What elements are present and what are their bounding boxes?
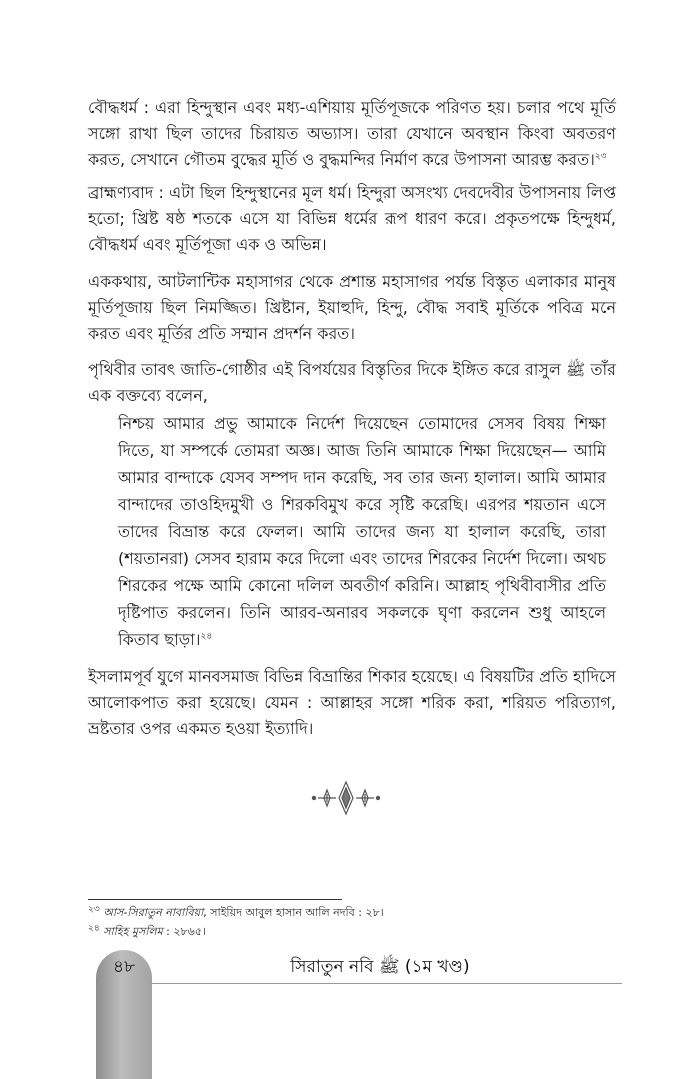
paragraph-buddhism: বৌদ্ধধর্ম : এরা হিন্দুস্থান এবং মধ্য-এশিয়ায় মূর্তিপূজকে পরিণত হয়। চলার পথে মূর্তি সঙ্গো রাখা ছিল তাদের চিরায়ত অভ্যাস। তারা যেখানে অবস্থান কিংবা অবতরণ করত, সেখানে গৌতম বুদ্ধের মূর্তি ও বুদ্ধমন্দির নির্মাণ করে উপাসনা আরম্ভ করত।$^{২৩}$ — [88, 98, 616, 169]
hadith-quote: নিশ্চয় আমার প্রভু আমাকে নির্দেশ দিয়েছেন তোমাদের সেসব বিষয় শিক্ষা দিতে, যা সম্পর্কে তোমরা অজ্ঞ। আজ তিনি আমাকে শিক্ষা দিয়েছেন— আমি আমার বান্দাকে যেসব সম্পদ দান করেছি, সব তার জন্য হালাল। আমি আমার বান্দাদের তাওহিদমুখী ও শিরকবিমুখ করে সৃষ্টি করেছি। এরপর শয়তান এসে তাদের বিভ্রান্ত করে ফেলল। আমি তাদের জন্য যা হালাল করেছি, তারা (শয়তানরা) সেসব হারাম করে দিলো এবং তাদের শিরকের নির্দেশ দিলো। অথচ শিরকের পক্ষে আমি কোনো দলিল অবতীর্ণ করিনি। আল্লাহ পৃথিবীবাসীর প্রতি দৃষ্টিপাত করলেন। তিনি আরব-অনারব সকলকে ঘৃণা করলেন শুধু আহলে কিতাব ছাড়া।$^{২৪}$ — [118, 414, 606, 649]
footer-rule — [152, 983, 622, 984]
paragraph-brahmanism: ব্রাহ্মণ্যবাদ : এটা ছিল হিন্দুস্থানের মূল ধর্ম। হিন্দুরা অসংখ্য দেবদেবীর উপাসনায় লিপ্ত হতো; খ্রিষ্ট ষষ্ঠ শতকে এসে যা বিভিন্ন ধর্মের রূপ ধারণ করে। প্রকৃতপক্ষে হিন্দুধর্ম, বৌদ্ধধর্ম এবং মূর্তিপূজা এক ও অভিন্ন। — [88, 183, 616, 254]
page-number: ৪৮ — [112, 957, 136, 977]
paragraph-pre-islamic: ইসলামপূর্ব যুগে মানবসমাজ বিভিন্ন বিভ্রান্তির শিকার হয়েছে। এ বিষয়টির প্রতি হাদিসে আলোকপাত করা হয়েছে। যেমন : আল্লাহর সঙ্গো শরিক করা, শরিয়ত পরিত্যাগ, ভ্রষ্টতার ওপর একমত হওয়া ইত্যাদি। — [88, 667, 616, 738]
footnote-24: $^{২৪}$ সাহিহ মুসলিম : ২৮৬৫। — [88, 923, 206, 938]
footnote-divider — [88, 899, 342, 900]
paragraph-summary: এককথায়, আটলান্টিক মহাসাগর থেকে প্রশান্ত মহাসাগর পর্যন্ত বিস্তৃত এলাকার মানুষ মূর্তিপূজায় ছিল নিমজ্জিত। খ্রিষ্টান, ইয়াহুদি, হিন্দু, বৌদ্ধ সবাই মূর্তিকে পবিত্র মনে করত এবং মূর্তির প্রতি সম্মান প্রদর্শন করত। — [88, 272, 616, 343]
diamond-star-ornament-icon — [0, 778, 691, 818]
footnote-23: $^{২৩}$ আস-সিরাতুন নাবাবিয়া, সাইয়িদ আবুল হাসান আলি নদবি : ২৮। — [88, 904, 384, 919]
paragraph-hadith-intro: পৃথিবীর তাবৎ জাতি-গোষ্ঠীর এই বিপর্যয়ের বিস্তৃতির দিকে ইঙ্গিত করে রাসুল ﷺ তাঁর এক বক্তব্যে বলেন, — [88, 360, 616, 405]
footnote-ref-23: ২৩ — [594, 151, 607, 162]
running-head: সিরাতুন নবি ﷺ (১ম খণ্ড) — [290, 957, 470, 977]
footnote-ref-24: ২৪ — [200, 631, 213, 642]
